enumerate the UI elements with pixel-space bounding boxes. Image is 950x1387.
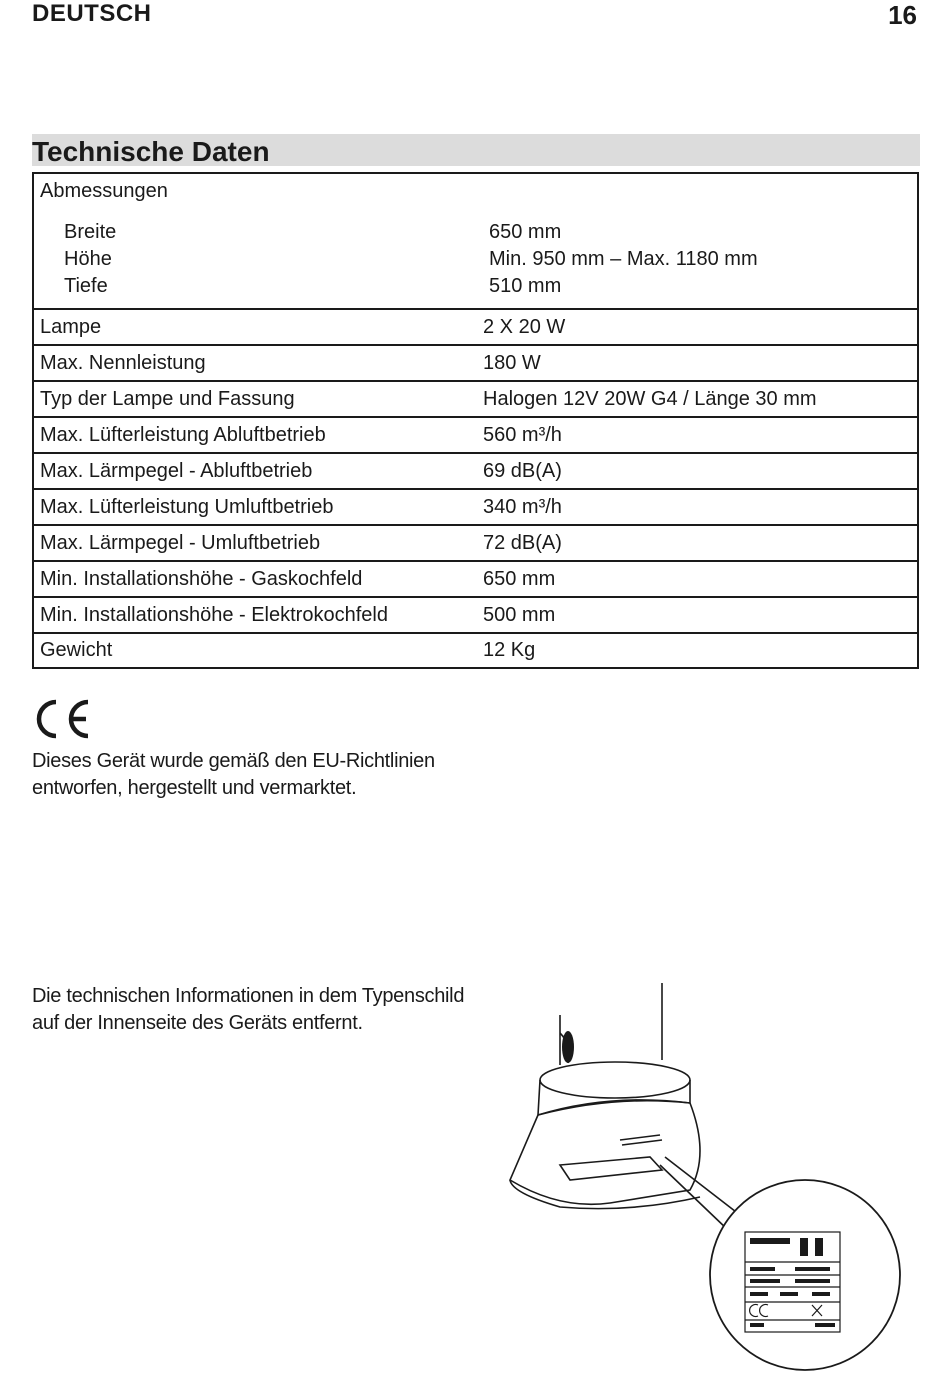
spec-row bbox=[34, 632, 917, 667]
dimension-label: Breite bbox=[64, 221, 117, 243]
spec-label: Min. Installationshöhe - Elektrokochfeld bbox=[40, 603, 388, 626]
spec-row bbox=[34, 488, 917, 524]
section-title: Technische Daten bbox=[32, 136, 270, 167]
spec-label: Max. Lüfterleistung Abluftbetrieb bbox=[40, 423, 326, 446]
spec-row bbox=[34, 524, 917, 560]
dimension-value: 510 mm bbox=[489, 275, 562, 297]
dimensions-row bbox=[34, 174, 917, 308]
spec-label: Max. Lärmpegel - Abluftbetrieb bbox=[40, 459, 313, 482]
spec-row bbox=[34, 344, 917, 380]
spec-value: 560 m³/h bbox=[483, 423, 562, 446]
ce-statement-line: Dieses Gerät wurde gemäß den EU-Richtlinien bbox=[32, 750, 435, 772]
spec-value: 12 Kg bbox=[483, 639, 536, 661]
page-number: 16 bbox=[888, 0, 917, 30]
spec-row bbox=[34, 380, 917, 416]
spec-label: Max. Nennleistung bbox=[40, 351, 206, 374]
spec-value: 180 W bbox=[483, 351, 541, 374]
spec-row bbox=[34, 452, 917, 488]
spec-label: Lampe bbox=[40, 315, 102, 338]
rating-plate-note-line: auf der Innenseite des Geräts entfernt. bbox=[32, 1012, 363, 1034]
ce-mark-icon bbox=[32, 698, 92, 740]
dimension-label: Tiefe bbox=[64, 275, 108, 297]
spec-value: 500 mm bbox=[483, 603, 556, 626]
spec-table bbox=[32, 172, 919, 669]
spec-value: 2 X 20 W bbox=[483, 315, 566, 338]
section-header bbox=[32, 134, 920, 166]
spec-value: 69 dB(A) bbox=[483, 459, 562, 482]
dimension-value: Min. 950 mm – Max. 1180 mm bbox=[489, 248, 758, 270]
spec-row bbox=[34, 596, 917, 632]
spec-row bbox=[34, 560, 917, 596]
spec-label: Gewicht bbox=[40, 639, 113, 661]
spec-label: Max. Lüfterleistung Umluftbetrieb bbox=[40, 495, 334, 518]
spec-label: Typ der Lampe und Fassung bbox=[40, 387, 295, 410]
spec-value: 650 mm bbox=[483, 567, 556, 590]
hood-illustration bbox=[500, 975, 940, 1375]
rating-plate-note bbox=[32, 983, 464, 1037]
spec-value: 340 m³/h bbox=[483, 495, 562, 518]
spec-label: Min. Installationshöhe - Gaskochfeld bbox=[40, 567, 363, 590]
spec-row bbox=[34, 416, 917, 452]
spec-value: 72 dB(A) bbox=[483, 531, 562, 554]
spec-value: Halogen 12V 20W G4 / Länge 30 mm bbox=[483, 387, 817, 410]
dimensions-heading: Abmessungen bbox=[40, 180, 168, 202]
language-header: DEUTSCH bbox=[32, 0, 152, 27]
spec-label: Max. Lärmpegel - Umluftbetrieb bbox=[40, 531, 321, 554]
ce-statement-line: entworfen, hergestellt und vermarktet. bbox=[32, 777, 357, 799]
spec-row bbox=[34, 308, 917, 344]
ce-statement bbox=[32, 748, 435, 802]
dimension-value: 650 mm bbox=[489, 221, 562, 243]
rating-plate-note-line: Die technischen Informationen in dem Typenschild bbox=[32, 985, 465, 1007]
dimension-label: Höhe bbox=[64, 248, 112, 270]
